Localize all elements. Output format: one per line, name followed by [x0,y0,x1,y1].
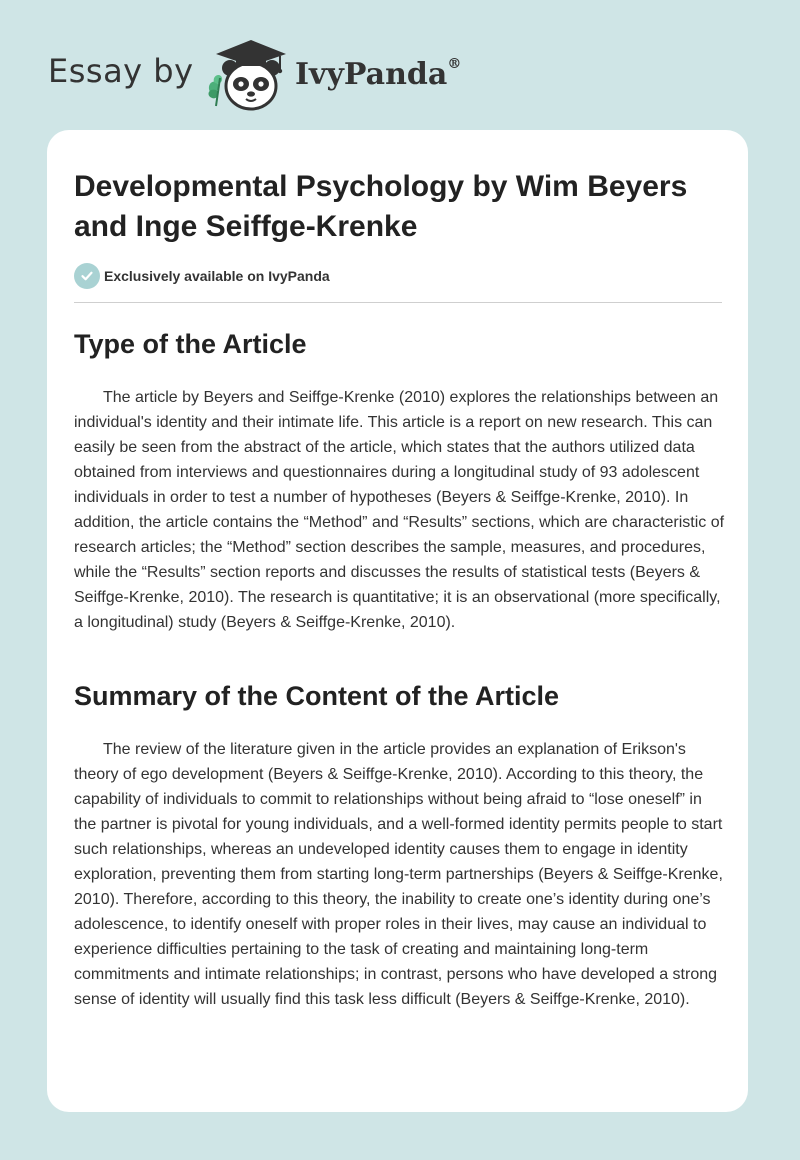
section-paragraph-summary: The review of the literature given in the article provides an explanation of Erikson's theory of ego development (Beyers & Seiffge-Krenke, 2010). According to this theory, the capability of individuals to commit to relationships without being afraid to “lose oneself” in the partner is pivotal for young individuals, and a well-formed identity permits people to start such relationships, whereas an undeveloped identity causes them to engage in identity exploration, preventing them from starting long-term partnerships (Beyers & Seiffge-Krenke, 2010). Therefore, according to this theory, the inability to create one’s identity during one’s adolescence, to identify oneself with proper roles in their lives, may cause an individual to experience difficulties pertaining to the task of creating and maintaining long-term commitments and intimate relationships; in contrast, persons who have developed a strong sense of identity will usually find this task less difficult (Beyers & Seiffge-Krenke, 2010). [74,741,723,1008]
checkmark-icon [80,269,94,283]
panda-logo-icon[interactable] [200,34,288,114]
section-heading-type: Type of the Article [74,329,307,359]
section-paragraph-type: The article by Beyers and Seiffge-Krenke (2010) explores the relationships between an individual's identity and their intimate life. This article is a report on new research. This can easily be seen from the abstract of the article, which states that the authors utilized data obtained from interviews and questionnaires during a longitudinal study of 93 adolescent individuals in order to test a number of hypotheses (Beyers & Seiffge-Krenke, 2010). In addition, the article contains the “Method” and “Results” sections, which are characteristic of research articles; the “Method” section describes the sample, measures, and procedures, while the “Results” section reports and discusses the results of statistical tests (Beyers & Seiffge-Krenke, 2010). The research is quantitative; it is an observational (more specifically, a longitudinal) study (Beyers & Seiffge-Krenke, 2010). [74,389,725,631]
check-circle-icon [74,263,100,289]
title-divider [74,302,722,303]
article-card [47,130,748,1112]
badge-text: Exclusively available on IvyPanda [104,268,330,284]
section-heading-summary: Summary of the Content of the Article [74,681,560,711]
exclusive-badge [74,263,330,289]
essay-by-label: Essay by [48,52,194,90]
brand-name[interactable] [295,56,461,92]
registered-mark: ® [447,56,462,72]
article-title: Developmental Psychology by Wim Beyers and Inge Seiffge-Krenke [74,170,688,243]
site-header [48,34,488,114]
brand-text: IvyPanda [295,57,448,92]
